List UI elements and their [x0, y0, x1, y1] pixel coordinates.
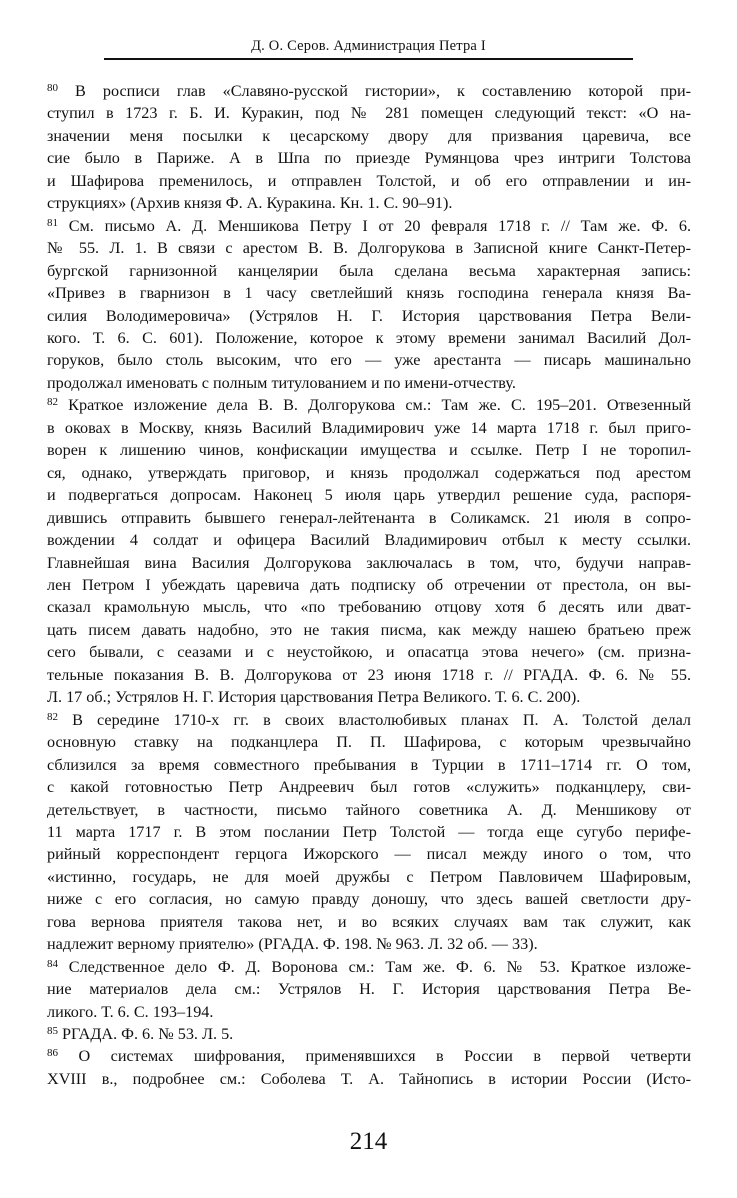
footnote-line: сказал крамольную мысль, что «по требованию отцову хотя б десять или дват-: [47, 598, 691, 617]
footnote-line: основную ставку на подканцлера П. П. Шафирова, с которым чрезвычайно: [47, 733, 691, 752]
footnote-number: 82: [47, 710, 58, 723]
footnote-line: Л. 17 об.; Устрялов Н. Г. История царствования Петра Великого. Т. 6. С. 200).: [47, 688, 581, 707]
footnote-line: ворен к лишению чинов, конфискации имущества и ссылке. Петр I не торопил-: [47, 441, 691, 460]
footnote-line: продолжал именовать с полным титулованием и по имени-отчеству.: [47, 373, 516, 392]
footnote-line: дившись отправить бывшего генерал-лейтенанта в Соликамск. 21 июля в сопро-: [47, 508, 691, 527]
footnotes-block: [47, 80, 691, 1090]
footnote-line: с какой готовностью Петр Андреевич был готов «служить» подканцлеру, сви-: [47, 778, 691, 797]
footnote-line: лен Петром I убеждать царевича дать подписку об отречении от престола, он вы-: [47, 575, 691, 594]
page-number: 214: [349, 1128, 388, 1155]
footnote-line: гова вернова приятеля такова нет, и во всяких случаях вам так служит, как: [47, 912, 691, 931]
footnote-line: значении меня посылки к цесарскому двору для призвания царевича, все: [47, 126, 691, 145]
footnote-line: надлежит верному приятелю» (РГАДА. Ф. 198. № 963. Л. 32 об. — 33).: [47, 935, 538, 954]
footnote-line: горуков, было столь высоким, что его — уже арестанта — писарь машинально: [47, 351, 691, 370]
footnote-line: $^{81}$ См. письмо А. Д. Меншикова Петру I от 20 февраля 1718 г. // Там же. Ф. 6.: [47, 216, 691, 235]
footnote-line: $^{85}$ РГАДА. Ф. 6. № 53. Л. 5.: [47, 1025, 234, 1044]
footnote-line: вождении 4 солдат и офицера Василий Владимирович отбыл к месту ссылки.: [47, 531, 691, 550]
footnote-line: № 55. Л. 1. В связи с арестом В. В. Долгорукова в Записной книге Санкт-Петер-: [47, 239, 691, 258]
footnote-line: детельствует, в частности, письмо тайного советника А. Д. Меншикову от: [47, 800, 691, 819]
footnote-line: $^{80}$ В росписи глав «Славяно-русской гистории», к составлению которой при-: [47, 82, 692, 100]
footnote-number: 80: [47, 82, 58, 94]
footnote-number: 86: [47, 1047, 58, 1060]
footnote-number: 81: [47, 216, 58, 229]
footnote-line: $^{82}$ В середине 1710-х гг. в своих властолюбивых планах П. А. Толстой делал: [47, 710, 691, 729]
footnote-line: силия Володимеровича» (Устрялов Н. Г. История царствования Петра Вели-: [47, 306, 691, 325]
footnote-line: рийный корреспондент герцога Ижорского — писал между иного о том, что: [47, 845, 691, 864]
footnote-line: бургской гарнизонной канцелярии была сделана весьма характерная запись:: [47, 261, 691, 280]
footnote-line: ние материалов дела см.: Устрялов Н. Г. История царствования Петра Ве-: [47, 980, 691, 999]
footnote-line: и Шафирова пременилось, и отправлен Толстой, и об его отправлении и ин-: [47, 171, 691, 190]
footnote-line: ся, однако, утверждать приговор, и князь продолжал содержаться под арестом: [47, 463, 691, 482]
footnote-line: $^{82}$ Краткое изложение дела В. В. Долгорукова см.: Там же. С. 195–201. Отвезенный: [47, 396, 691, 415]
footnote-number: 85: [47, 1025, 58, 1038]
footnote: [47, 1045, 691, 1090]
header-rule: [104, 58, 633, 60]
footnote-line: «истинно, государь, не для моей дружбы с Петром Павловичем Шафировым,: [47, 867, 691, 886]
footnote-line: кого. Т. 6. С. 601). Положение, которое к этому времени занимал Василий Дол-: [47, 328, 691, 347]
footnote-line: сблизился за время совместного пребывания в Турции в 1711–1714 гг. О том,: [47, 755, 691, 774]
footnote: [47, 394, 691, 708]
footnote-line: XVIII в., подробнее см.: Соболева Т. А. Тайнопись в истории России (Исто-: [47, 1069, 691, 1088]
footnote-line: Главнейшая вина Василия Долгорукова заключалась в том, что, будучи направ-: [47, 553, 691, 572]
footnote: [47, 709, 691, 956]
footnote-line: «Привез в гварнизон в 1 часу светлейший князь господина генерала князя Ва-: [47, 284, 691, 303]
running-head: Д. О. Серов. Администрация Петра I: [251, 38, 486, 54]
footnote-line: струкциях» (Архив князя Ф. А. Куракина. Кн. 1. С. 90–91).: [47, 194, 453, 213]
footnote-line: цать писем давать надобно, это не такия писма, как между нашею братьею преж: [47, 620, 691, 639]
footnote-line: ликого. Т. 6. С. 193–194.: [47, 1002, 214, 1021]
footnote-line: сие было в Париже. А в Шпа по приезде Румянцова чрез интриги Толстова: [47, 149, 691, 168]
footnote-number: 82: [47, 396, 58, 409]
footnote-line: ступил в 1723 г. Б. И. Куракин, под № 281 помещен следующий текст: «О на-: [47, 104, 691, 123]
footnote-line: в оковах в Москву, князь Василий Владимирович уже 14 марта 1718 г. был приго-: [47, 418, 691, 437]
footnote: [47, 215, 691, 395]
footnote: [47, 80, 691, 215]
footnote-line: ниже с его согласия, но самую правду доношу, что здесь вашей светлости дру-: [47, 890, 691, 909]
footnote-line: $^{86}$ О системах шифрования, применявшихся в России в первой четверти: [47, 1047, 691, 1066]
footnote-line: тельные показания В. В. Долгорукова от 23 июня 1718 г. // РГАДА. Ф. 6. № 55.: [47, 665, 691, 684]
footnote-line: и подвергаться допросам. Наконец 5 июля царь утвердил решение суда, распоря-: [47, 486, 691, 505]
footnote: [47, 1023, 691, 1045]
footnote-line: 11 марта 1717 г. В этом послании Петр Толстой — тогда еще сугубо перифе-: [47, 822, 691, 841]
footnote-number: 84: [47, 957, 58, 970]
footnote-line: сего бывали, с сеазами и с неустойкою, и опасатца этова нечего» (см. призна-: [47, 643, 691, 662]
footnote: [47, 956, 691, 1023]
footnote-line: $^{84}$ Следственное дело Ф. Д. Воронова см.: Там же. Ф. 6. № 53. Краткое изложе-: [47, 957, 691, 976]
